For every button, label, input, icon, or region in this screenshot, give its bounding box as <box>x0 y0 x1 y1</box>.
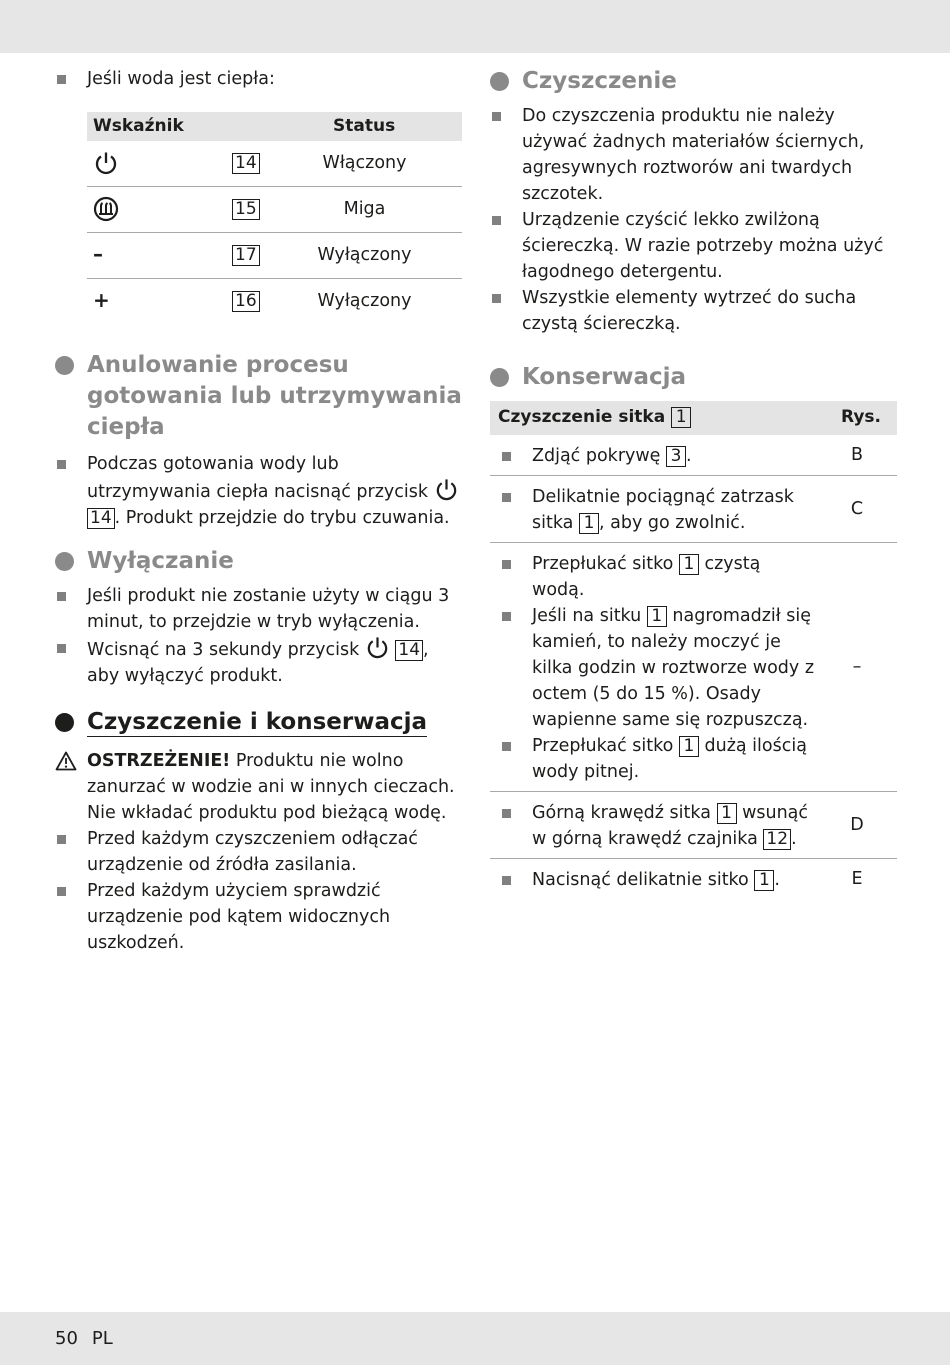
language-code: PL <box>91 1328 113 1349</box>
table-row <box>490 543 897 792</box>
power-icon <box>93 150 119 176</box>
cleaning-heading: Czyszczenie <box>490 66 897 97</box>
status-value: Włączony <box>322 153 407 173</box>
figure-ref: B <box>850 445 863 465</box>
cancel-text-a: Podczas gotowania wody lub utrzymywania ciepła nacisnąć przycisk <box>87 454 428 502</box>
list-item <box>55 878 462 956</box>
off-section <box>55 546 462 689</box>
table-row <box>490 476 897 543</box>
step-text: czystą wodą. <box>532 554 761 600</box>
clean-main-heading <box>55 707 462 738</box>
ref-number: 1 <box>717 803 737 824</box>
list-item <box>500 800 815 852</box>
ref-number: 14 <box>395 640 423 661</box>
cleaning-text-1: Do czyszczenia produktu nie należy używać żadnych materiałów ściernych, agresywnych roztworów ani twardych szczotek. <box>522 106 865 204</box>
step-text: Przepłukać sitko <box>532 736 674 756</box>
list-item <box>55 826 462 878</box>
step-text: . <box>686 446 692 466</box>
step-text: Jeśli na sitku <box>532 606 642 626</box>
intro-bullet <box>55 66 462 92</box>
plus-icon: + <box>93 288 110 312</box>
table-row <box>87 187 462 233</box>
off-text-2b: , aby wyłączyć produkt. <box>87 640 429 686</box>
status-value: Miga <box>343 199 386 219</box>
ref-number: 15 <box>232 199 260 220</box>
step-text: Zdjąć pokrywę <box>532 446 661 466</box>
cancel-section <box>55 350 462 531</box>
off-text-1: Jeśli produkt nie zostanie użyty w ciągu 3 minut, to przejdzie w tryb wyłączenia. <box>87 586 450 632</box>
header-status: Status <box>333 116 396 136</box>
page-number: 50 <box>55 1328 78 1349</box>
footer-bar <box>0 1312 950 1365</box>
status-value: Wyłączony <box>317 291 412 311</box>
step-text: Delikatnie pociągnąć zatrzask sitka <box>532 487 794 533</box>
list-item <box>500 484 815 536</box>
table-row <box>490 859 897 899</box>
list-item <box>55 635 462 689</box>
table-header-label <box>498 407 691 428</box>
clean-main-section <box>55 707 462 956</box>
list-item <box>500 733 815 785</box>
ref-number: 1 <box>579 513 599 534</box>
step-text: nagromadził się kamień, to należy moczyć je kilka godzin w roztworze wody z octem (5 do 15 %). Osady wapienne same się rozpuszczą. <box>532 606 814 730</box>
header-bar <box>0 0 950 53</box>
intro-text: Jeśli woda jest ciepła: <box>87 69 275 89</box>
clean-main-text-1: Przed każdym czyszczeniem odłączać urządzenie od źródła zasilania. <box>87 829 418 875</box>
off-heading: Wyłączanie <box>55 546 462 577</box>
right-column <box>490 66 897 899</box>
ref-number: 14 <box>87 508 115 529</box>
power-icon <box>434 477 459 502</box>
list-item <box>55 583 462 635</box>
keep-warm-icon <box>93 196 119 222</box>
warning <box>55 748 462 826</box>
list-item <box>55 451 462 531</box>
list-item <box>500 443 815 469</box>
list-item <box>500 551 815 603</box>
step-text: Nacisnąć delikatnie sitko <box>532 870 749 890</box>
ref-number: 12 <box>763 829 791 850</box>
ref-number: 1 <box>754 870 774 891</box>
footer <box>55 1328 127 1349</box>
figure-ref: – <box>852 657 862 677</box>
table-row <box>490 435 897 476</box>
power-icon <box>365 635 390 660</box>
left-column <box>55 66 462 953</box>
table-row <box>490 792 897 859</box>
step-text: , aby go zwolnić. <box>598 513 746 533</box>
ref-number: 1 <box>647 606 667 627</box>
figure-ref: E <box>851 869 863 889</box>
step-text: wsunąć w górną krawędź czajnika <box>532 803 809 849</box>
step-text: . <box>774 870 780 890</box>
cancel-text-b: . Produkt przejdzie do trybu czuwania. <box>114 508 450 528</box>
ref-number: 1 <box>671 407 691 428</box>
ref-number: 1 <box>679 554 699 575</box>
step-text: dużą ilością wody pitnej. <box>532 736 807 782</box>
list-item <box>490 285 897 337</box>
status-table <box>87 112 462 324</box>
table-header-text: Czyszczenie sitka <box>498 407 666 427</box>
maintenance-heading: Konserwacja <box>490 362 897 393</box>
ref-number: 14 <box>232 153 260 174</box>
status-table-header <box>87 112 462 141</box>
step-text: Przepłukać sitko <box>532 554 674 574</box>
list-item <box>500 867 815 893</box>
table-row <box>87 233 462 279</box>
warning-text: Produktu nie wolno zanurzać w wodzie ani w innych cieczach. Nie wkładać produktu pod bieżącą wodę. <box>87 751 455 823</box>
ref-number: 1 <box>679 736 699 757</box>
step-text: Górną krawędź sitka <box>532 803 711 823</box>
cleaning-text-3: Wszystkie elementy wytrzeć do sucha czystą ściereczką. <box>522 288 857 334</box>
clean-main-heading-text: Czyszczenie i konserwacja <box>87 709 428 735</box>
list-item <box>490 103 897 207</box>
rys-header: Rys. <box>841 407 881 427</box>
table-row <box>87 141 462 187</box>
clean-main-text-2: Przed każdym użyciem sprawdzić urządzenie pod kątem widocznych uszkodzeń. <box>87 881 391 953</box>
minus-icon: – <box>93 242 103 266</box>
cancel-heading: Anulowanie procesu gotowania lub utrzymywania ciepła <box>55 350 462 443</box>
ref-number: 16 <box>232 291 260 312</box>
figure-ref: D <box>850 815 864 835</box>
maintenance-table <box>490 401 897 899</box>
list-item <box>500 603 815 733</box>
step-text: . <box>791 829 797 849</box>
maintenance-table-header <box>490 401 897 435</box>
figure-ref: C <box>850 499 864 519</box>
list-item <box>490 207 897 285</box>
status-value: Wyłączony <box>317 245 412 265</box>
warning-icon <box>55 751 77 771</box>
cleaning-text-2: Urządzenie czyścić lekko zwilżoną ściereczką. W razie potrzeby można użyć łagodnego detergentu. <box>522 210 884 282</box>
ref-number: 17 <box>232 245 260 266</box>
warning-label: OSTRZEŻENIE! <box>87 751 231 771</box>
table-row <box>87 279 462 324</box>
header-indicator: Wskaźnik <box>93 116 184 136</box>
ref-number: 3 <box>666 446 686 467</box>
off-text-2a: Wcisnąć na 3 sekundy przycisk <box>87 640 360 660</box>
